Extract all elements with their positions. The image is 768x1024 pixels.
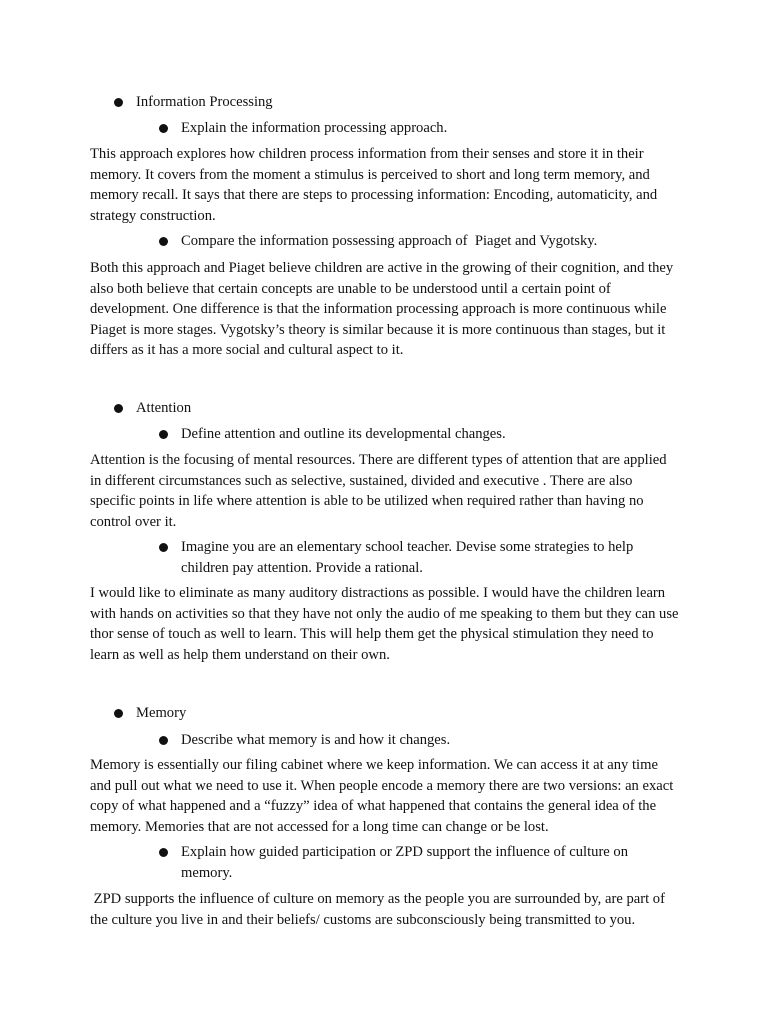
section-heading-text: Memory — [136, 705, 187, 721]
bullet-icon — [159, 543, 168, 552]
question-text: Define attention and outline its developmental changes. — [181, 426, 506, 442]
question-item — [181, 730, 661, 751]
question-item — [181, 118, 661, 139]
question-text: Imagine you are an elementary school teacher. Devise some strategies to help children pay attention. Provide a rational. — [181, 539, 634, 576]
question-item — [181, 231, 701, 252]
bullet-icon — [159, 736, 168, 745]
bullet-icon — [114, 404, 123, 413]
bullet-icon — [159, 237, 168, 246]
bullet-icon — [114, 98, 123, 107]
answer-paragraph: Memory is essentially our filing cabinet where we keep information. We can access it at any time and pull out what we need to use it. When people encode a memory there are two versions: an exact copy of what happened and a “fuzzy” idea of what happened that contains the general idea of the memory. Memories that are not accessed for a long time can change or be lost. — [90, 757, 674, 835]
bullet-icon — [159, 430, 168, 439]
question-item — [181, 424, 661, 445]
section-heading-attention — [136, 398, 191, 419]
section-heading-text: Attention — [136, 400, 192, 416]
question-item — [181, 537, 661, 578]
section-heading-text: Information Processing — [136, 94, 273, 110]
question-text: Explain the information processing approach. — [181, 120, 448, 136]
answer-paragraph: Both this approach and Piaget believe children are active in the growing of their cognition, and they also both believe that certain concepts are unable to be understood until a certain point of development. One difference is that the information processing approach is more continuous while Piaget is more stages. Vygotsky’s theory is similar because it is more continuous than stages, but it differs as it has a more social and cultural aspect to it. — [90, 260, 674, 358]
answer-paragraph: ZPD supports the influence of culture on memory as the people you are surrounded by, are part of the culture you live in and their beliefs/ customs are subconsciously being transmitted to you. — [90, 891, 669, 928]
question-text: Explain how guided participation or ZPD support the influence of culture on memory. — [181, 844, 629, 881]
question-text: Describe what memory is and how it changes. — [181, 732, 451, 748]
bullet-icon — [114, 709, 123, 718]
question-item — [181, 842, 661, 883]
answer-paragraph: I would like to eliminate as many auditory distractions as possible. I would have the children learn with hands on activities so that they have not only the audio of me speaking to them but they can use thor sense of touch as well to learn. This will help them get the physical stimulation they need to learn as well as help them understand on their own. — [90, 585, 679, 663]
question-text: Compare the information possessing approach of Piaget and Vygotsky. — [181, 233, 598, 249]
answer-paragraph: Attention is the focusing of mental resources. There are different types of attention that are applied in different circumstances such as selective, sustained, divided and executive . There are also specific points in life where attention is able to be utilized when required rather than having no control over it. — [90, 452, 667, 530]
section-heading-memory — [136, 703, 186, 724]
answer-paragraph: This approach explores how children process information from their senses and store it in their memory. It covers from the moment a stimulus is perceived to short and long term memory, and memory recall. It says that there are steps to processing information: Encoding, automaticity, and strategy construction. — [90, 146, 658, 224]
section-heading-information-processing — [136, 92, 273, 113]
bullet-icon — [159, 848, 168, 857]
bullet-icon — [159, 124, 168, 133]
